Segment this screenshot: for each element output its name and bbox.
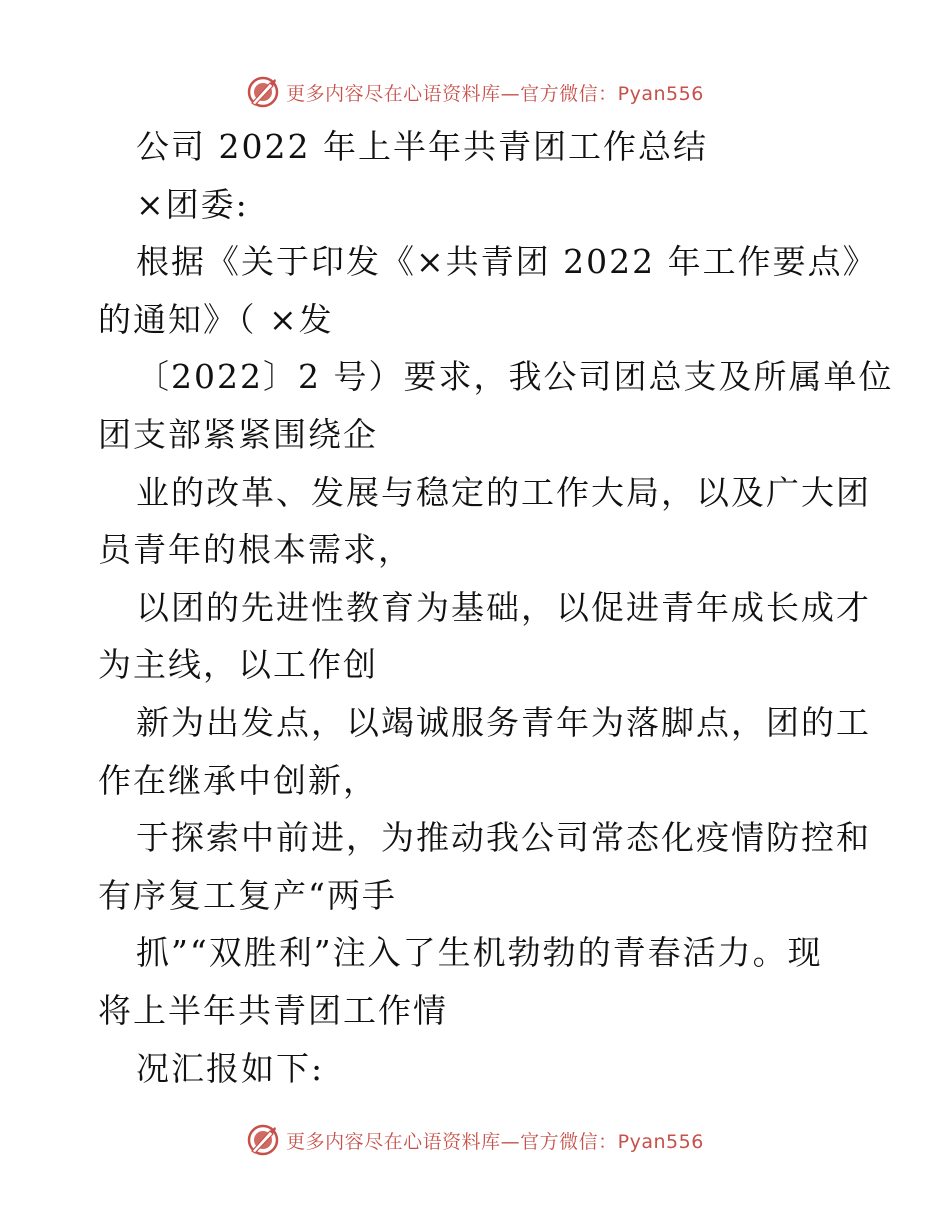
- text-line: 〔2022〕2 号）要求，我公司团总支及所属单位: [136, 357, 894, 397]
- quill-logo-icon: [246, 75, 280, 109]
- text-line: 将上半年共青团工作情: [98, 990, 448, 1030]
- text-line: 团支部紧紧围绕企: [98, 414, 378, 454]
- quill-logo-icon: [246, 1123, 280, 1157]
- text-line: 的通知》（ ×发: [98, 299, 334, 339]
- document-title: 公司 2022 年上半年共青团工作总结: [136, 127, 708, 166]
- text-line: 员青年的根本需求，: [98, 530, 413, 570]
- text-line: 以团的先进性教育为基础，以促进青年成长成才: [136, 587, 871, 627]
- text-line: 抓”“双胜利”注入了生机勃勃的青春活力。现: [136, 933, 823, 973]
- text-line: 新为出发点，以竭诚服务青年为落脚点，团的工: [136, 702, 871, 742]
- text-line: 况汇报如下:: [136, 1048, 325, 1088]
- text-line: ×团委:: [136, 184, 249, 224]
- text-line: 业的改革、发展与稳定的工作大局，以及广大团: [136, 472, 871, 512]
- watermark-footer: [0, 1120, 950, 1160]
- text-line: 有序复工复产“两手: [98, 875, 397, 915]
- text-line: 于探索中前进，为推动我公司常态化疫情防控和: [136, 818, 871, 858]
- watermark-text: 更多内容尽在心语资料库—官方微信：Pyan556: [286, 82, 704, 105]
- text-line: 根据《关于印发《×共青团 2022 年工作要点》: [136, 242, 878, 282]
- watermark-text: 更多内容尽在心语资料库—官方微信：Pyan556: [286, 1130, 704, 1153]
- watermark-header: [0, 72, 950, 112]
- text-line: 为主线，以工作创: [98, 645, 378, 685]
- document-body: [98, 118, 894, 1097]
- text-line: 作在继承中创新，: [98, 760, 378, 800]
